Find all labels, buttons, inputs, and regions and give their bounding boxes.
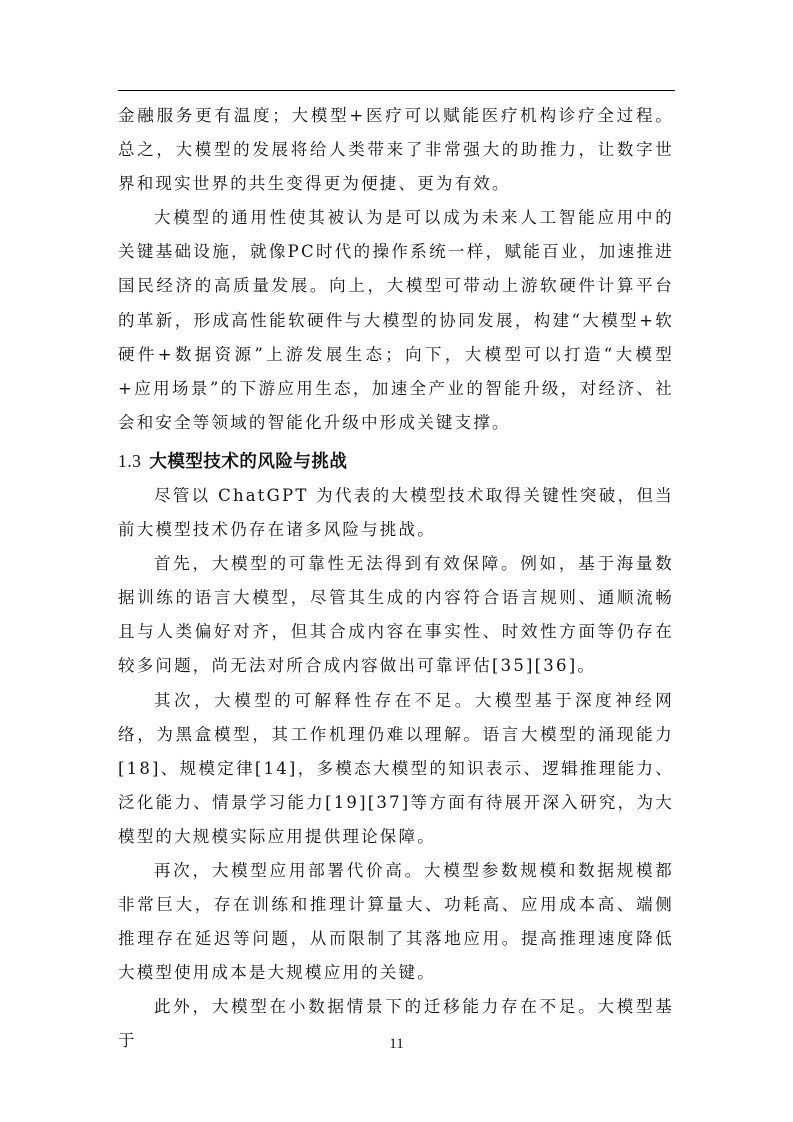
page-body — [118, 99, 674, 1059]
paragraph-transfer: 此外，大模型在小数据情景下的迁移能力存在不足。大模型基于 — [118, 997, 674, 1051]
section-title: 大模型技术的风险与挑战 — [149, 451, 348, 472]
paragraph-interpretability: 其次，大模型的可解释性存在不足。大模型基于深度神经网络，为黑盒模型，其工作机理仍难以理解。语言大模型的涌现能力[18]、规模定律[14]，多模态大模型的知识表示、逻辑推理能力、泛化能力、情景学习能力[19][37]等方面有待展开深入研究，为大模型的大规模实际应用提供理论保障。 — [118, 690, 674, 846]
paragraph-infrastructure: 大模型的通用性使其被认为是可以成为未来人工智能应用中的关键基础设施，就像PC时代的操作系统一样，赋能百业，加速推进国民经济的高质量发展。向上，大模型可带动上游软硬件计算平台的革新，形成高性能软硬件与大模型的协同发展，构建“大模型+软硬件+数据资源”上游发展生态；向下，大模型可以打造“大模型+应用场景”的下游应用生态，加速全产业的智能升级，对经济、社会和安全等领域的智能化升级中形成关键支撑。 — [118, 208, 674, 432]
paragraph-intro: 尽管以 ChatGPT 为代表的大模型技术取得关键性突破，但当前大模型技术仍存在诸多风险与挑战。 — [118, 485, 674, 540]
paragraph-reliability: 首先，大模型的可靠性无法得到有效保障。例如，基于海量数据训练的语言大模型，尽管其生成的内容符合语言规则、通顺流畅且与人类偏好对齐，但其合成内容在事实性、时效性方面等仍存在较多问题，尚无法对所合成内容做出可靠评估[35][36]。 — [118, 554, 674, 676]
section-number: 1.3 — [118, 450, 142, 471]
header-rule — [118, 90, 675, 91]
paragraph-continuation: 金融服务更有温度；大模型+医疗可以赋能医疗机构诊疗全过程。总之，大模型的发展将给人类带来了非常强大的助推力，让数字世界和现实世界的共生变得更为便捷、更为有效。 — [118, 106, 674, 194]
section-heading — [118, 444, 674, 479]
page-number: 11 — [389, 1036, 404, 1052]
paragraph-deployment-cost: 再次，大模型应用部署代价高。大模型参数规模和数据规模都非常巨大，存在训练和推理计算量大、功耗高、应用成本高、端侧推理存在延迟等问题，从而限制了其落地应用。提高推理速度降低大模型使用成本是大规模应用的关键。 — [118, 860, 674, 983]
